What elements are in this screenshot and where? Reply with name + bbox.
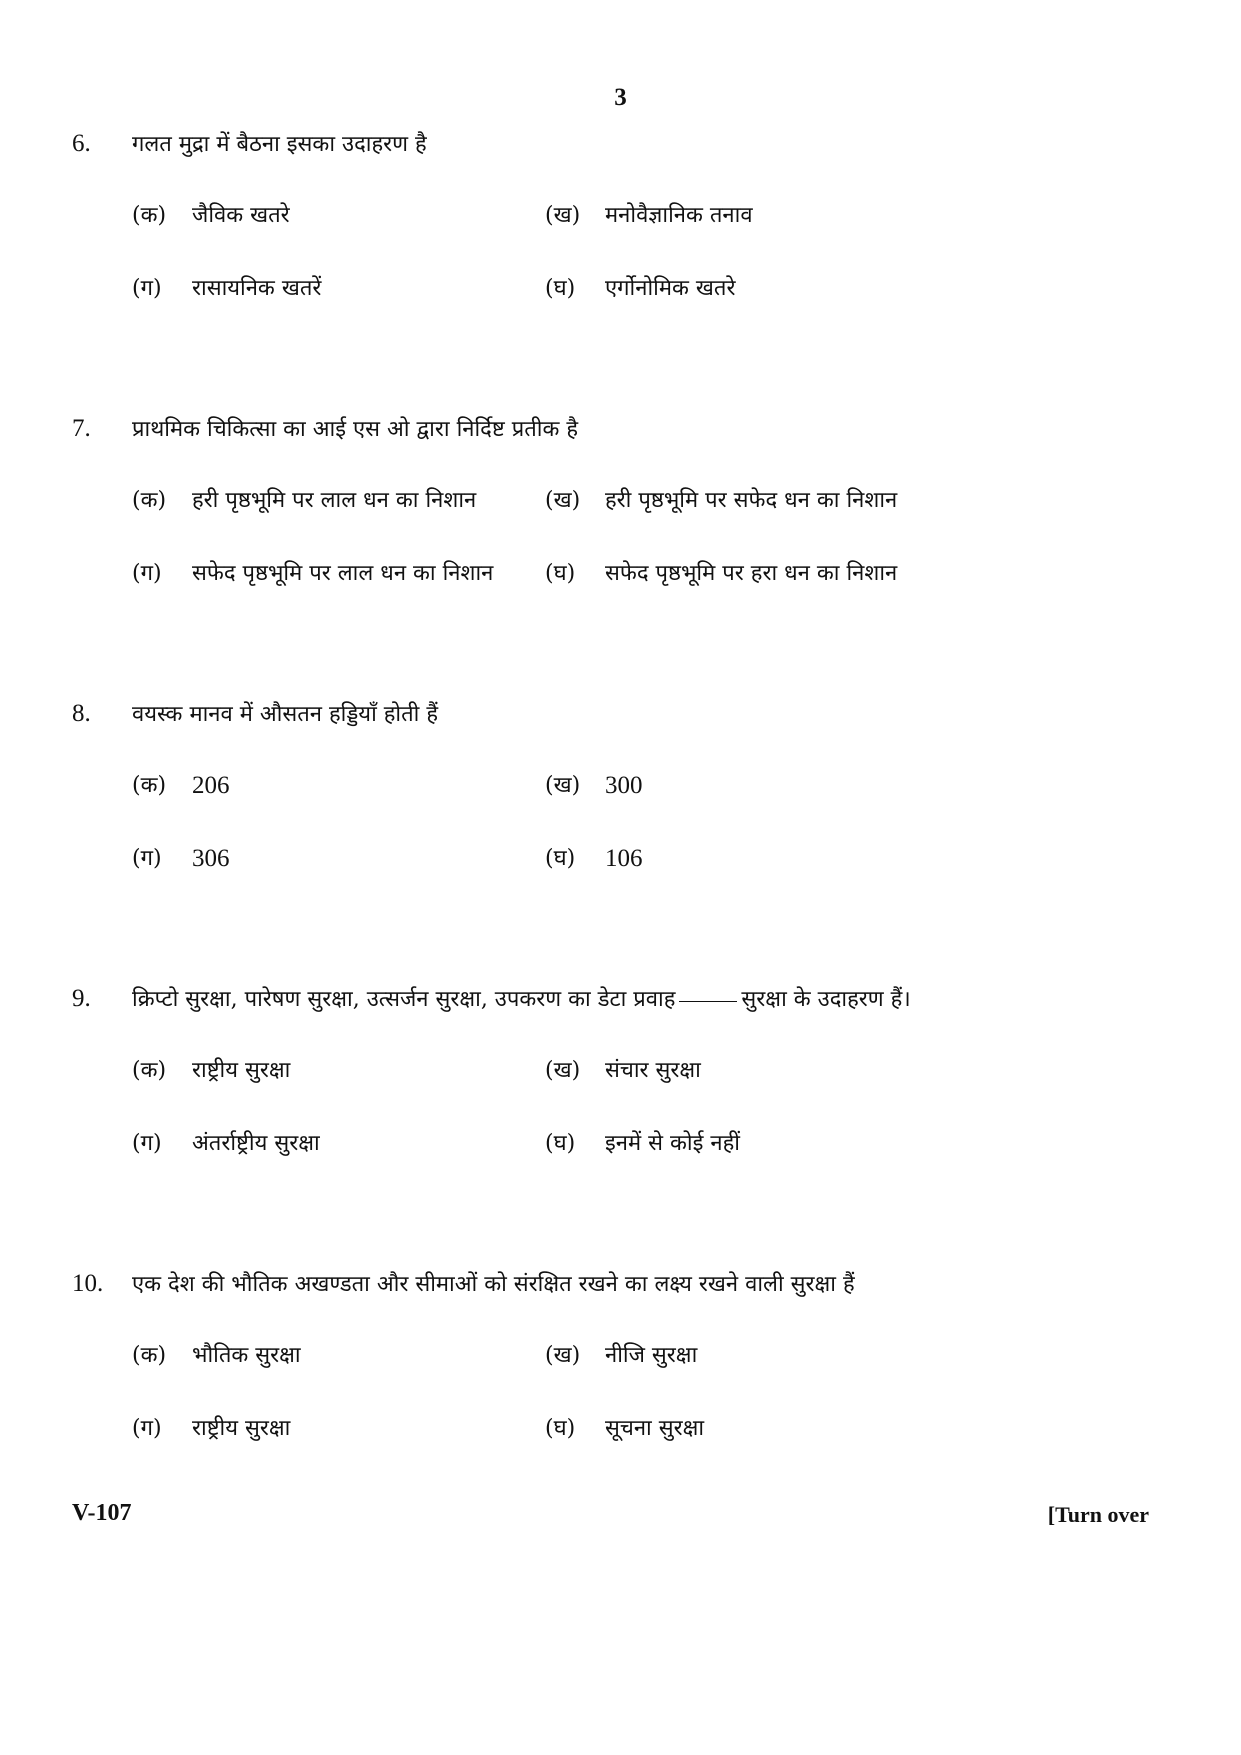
option-label: (घ)	[545, 1131, 576, 1156]
option-label: (ग)	[132, 846, 162, 871]
option-text: 300	[605, 772, 643, 799]
answer-blank	[679, 1001, 737, 1002]
paper-code: V-107	[72, 1500, 132, 1526]
question-number: 8.	[72, 700, 91, 727]
option-text: नीजि सुरक्षा	[605, 1343, 698, 1368]
question-10	[0, 1270, 1241, 1470]
option-text: 306	[192, 845, 230, 872]
option-label: (ख)	[545, 773, 581, 798]
option-text: जैविक खतरे	[192, 203, 290, 228]
question-text: एक देश की भौतिक अखण्डता और सीमाओं को संरक्षित रखने का लक्ष्य रखने वाली सुरक्षा हैं	[132, 1272, 855, 1297]
option-label: (ग)	[132, 1131, 162, 1156]
option-text: हरी पृष्ठभूमि पर लाल धन का निशान	[192, 488, 477, 513]
option-text: रासायनिक खतरें	[192, 276, 322, 301]
option-label: (क)	[132, 203, 167, 228]
question-text: वयस्क मानव में औसतन हड्डियाँ होती हैं	[132, 702, 439, 727]
option-text: हरी पृष्ठभूमि पर सफेद धन का निशान	[605, 488, 898, 513]
option-label: (घ)	[545, 276, 576, 301]
option-text: भौतिक सुरक्षा	[192, 1343, 301, 1368]
option-label: (ख)	[545, 203, 581, 228]
option-label: (घ)	[545, 1416, 576, 1441]
question-number: 7.	[72, 415, 91, 442]
option-label: (घ)	[545, 561, 576, 586]
question-9	[0, 985, 1241, 1185]
option-text: 206	[192, 772, 230, 799]
option-text: राष्ट्रीय सुरक्षा	[192, 1058, 291, 1083]
question-text	[132, 985, 911, 1015]
option-label: (ख)	[545, 1343, 581, 1368]
option-text: अंतर्राष्ट्रीय सुरक्षा	[192, 1131, 320, 1156]
question-text: गलत मुद्रा में बैठना इसका उदाहरण है	[132, 132, 427, 157]
option-text: एर्गोनोमिक खतरे	[605, 276, 736, 301]
question-text-after: सुरक्षा के उदाहरण हैं।	[741, 987, 911, 1012]
option-text: सफेद पृष्ठभूमि पर लाल धन का निशान	[192, 561, 494, 586]
option-label: (घ)	[545, 846, 576, 871]
option-label: (ख)	[545, 1058, 581, 1083]
option-label: (ख)	[545, 488, 581, 513]
option-label: (क)	[132, 1343, 167, 1368]
question-number: 6.	[72, 130, 91, 157]
question-7	[0, 415, 1241, 615]
option-label: (क)	[132, 1058, 167, 1083]
question-8	[0, 700, 1241, 900]
option-label: (ग)	[132, 276, 162, 301]
page-number: 3	[614, 84, 627, 111]
option-label: (क)	[132, 488, 167, 513]
question-number: 9.	[72, 985, 91, 1012]
option-text: सूचना सुरक्षा	[605, 1416, 705, 1441]
question-text: प्राथमिक चिकित्सा का आई एस ओ द्वारा निर्दिष्ट प्रतीक है	[132, 417, 579, 442]
option-label: (ग)	[132, 1416, 162, 1441]
question-6	[0, 130, 1241, 330]
option-text: मनोवैज्ञानिक तनाव	[605, 203, 753, 228]
option-label: (क)	[132, 773, 167, 798]
option-text: 106	[605, 845, 643, 872]
question-text-before: क्रिप्टो सुरक्षा, पारेषण सुरक्षा, उत्सर्जन सुरक्षा, उपकरण का डेटा प्रवाह	[132, 987, 676, 1012]
option-text: राष्ट्रीय सुरक्षा	[192, 1416, 291, 1441]
option-text: संचार सुरक्षा	[605, 1058, 701, 1083]
question-number: 10.	[72, 1270, 104, 1297]
turn-over-note: [Turn over	[1047, 1502, 1149, 1527]
option-text: इनमें से कोई नहीं	[605, 1131, 741, 1156]
option-label: (ग)	[132, 561, 162, 586]
option-text: सफेद पृष्ठभूमि पर हरा धन का निशान	[605, 561, 898, 586]
